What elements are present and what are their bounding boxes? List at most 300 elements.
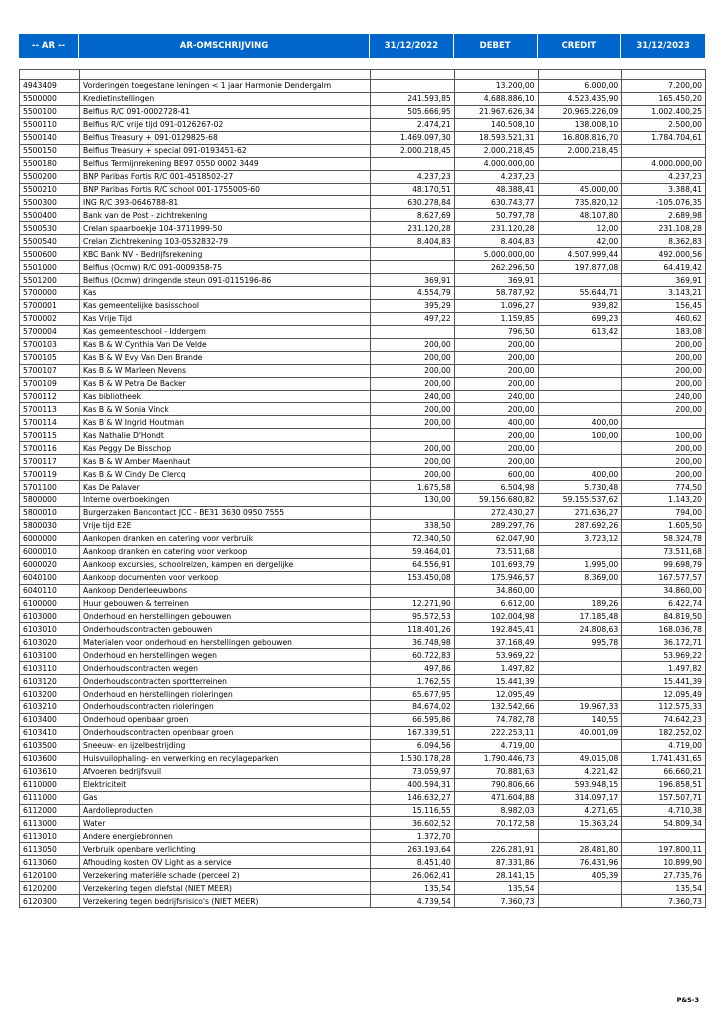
cell-ar: 5500000 bbox=[20, 92, 80, 105]
cell-ar: 6000000 bbox=[20, 532, 80, 545]
header-debet: DEBET bbox=[454, 34, 538, 58]
cell-balance-2023: -105.076,35 bbox=[622, 196, 706, 209]
cell-balance-2022: 2.474,21 bbox=[371, 118, 455, 131]
table-row bbox=[20, 442, 706, 455]
cell-ar: 6040110 bbox=[20, 584, 80, 597]
cell-debet: 4.688.886,10 bbox=[454, 92, 538, 105]
cell-description: Onderhoud en herstellingen gebouwen bbox=[80, 610, 371, 623]
table-row bbox=[20, 416, 706, 429]
cell-balance-2022: 200,00 bbox=[371, 416, 455, 429]
cell-balance-2023: 200,00 bbox=[622, 468, 706, 481]
cell-debet: 15.441,39 bbox=[454, 675, 538, 688]
cell-description: Aardolieproducten bbox=[80, 804, 371, 817]
cell-ar: 6103610 bbox=[20, 765, 80, 778]
cell-debet: 140.508,10 bbox=[454, 118, 538, 131]
table-row bbox=[20, 830, 706, 843]
table-row bbox=[20, 209, 706, 222]
cell-description: BNP Paribas Fortis R/C 001-4518502-27 bbox=[80, 170, 371, 183]
cell-ar: 6113000 bbox=[20, 817, 80, 830]
cell-balance-2023: 4.000.000,00 bbox=[622, 157, 706, 170]
cell-balance-2023: 200,00 bbox=[622, 338, 706, 351]
cell-description: Bank van de Post - zichtrekening bbox=[80, 209, 371, 222]
table-row bbox=[20, 571, 706, 584]
table-row bbox=[20, 261, 706, 274]
cell-credit: 76.431,96 bbox=[538, 856, 622, 869]
cell-balance-2023: 53.969,22 bbox=[622, 649, 706, 662]
cell-credit bbox=[538, 390, 622, 403]
cell-description: Aankoop Denderleeuwbons bbox=[80, 584, 371, 597]
cell-debet: 73.511,68 bbox=[454, 545, 538, 558]
cell-description: ING R/C 393-0646788-81 bbox=[80, 196, 371, 209]
cell-description: Kas B & W Sonia Vinck bbox=[80, 403, 371, 416]
cell-balance-2022: 59.464,01 bbox=[371, 545, 455, 558]
cell-balance-2023: 8.362,83 bbox=[622, 235, 706, 248]
cell-balance-2023: 84.819,50 bbox=[622, 610, 706, 623]
cell-ar: 6103500 bbox=[20, 739, 80, 752]
table-row bbox=[20, 856, 706, 869]
table-row bbox=[20, 312, 706, 325]
cell-debet: 200,00 bbox=[454, 429, 538, 442]
cell-debet: 70.881,63 bbox=[454, 765, 538, 778]
cell-credit: 4.271,65 bbox=[538, 804, 622, 817]
cell-balance-2023: 200,00 bbox=[622, 455, 706, 468]
cell-description: Onderhoudscontracten gebouwen bbox=[80, 623, 371, 636]
table-row bbox=[20, 506, 706, 519]
table-row bbox=[20, 804, 706, 817]
cell-credit: 400,00 bbox=[538, 468, 622, 481]
cell-description: Vorderingen toegestane leningen < 1 jaar Harmonie Dendergalm bbox=[80, 80, 371, 93]
cell-balance-2022: 60.722,83 bbox=[371, 649, 455, 662]
cell-description: Onderhoudscontracten wegen bbox=[80, 662, 371, 675]
cell-balance-2023: 231.108,28 bbox=[622, 222, 706, 235]
cell-debet: 101.693,79 bbox=[454, 558, 538, 571]
cell-ar: 5800030 bbox=[20, 519, 80, 532]
cell-balance-2023: 100,00 bbox=[622, 429, 706, 442]
cell-balance-2023: 197.800,11 bbox=[622, 843, 706, 856]
table-row bbox=[20, 144, 706, 157]
cell-debet: 200,00 bbox=[454, 403, 538, 416]
cell-description: Aankoop dranken en catering voor verkoop bbox=[80, 545, 371, 558]
cell-balance-2022: 95.572,53 bbox=[371, 610, 455, 623]
cell-balance-2022: 200,00 bbox=[371, 377, 455, 390]
cell-debet: 5.000.000,00 bbox=[454, 248, 538, 261]
cell-description: Kas B & W Cynthia Van De Velde bbox=[80, 338, 371, 351]
cell-description: Crelan spaarboekje 104-3711999-50 bbox=[80, 222, 371, 235]
cell-credit: 189,26 bbox=[538, 597, 622, 610]
cell-ar: 6113050 bbox=[20, 843, 80, 856]
cell-credit: 24.808,63 bbox=[538, 623, 622, 636]
cell-description: Gas bbox=[80, 791, 371, 804]
cell-balance-2022: 4.237,23 bbox=[371, 170, 455, 183]
table-header bbox=[19, 34, 705, 58]
cell-credit bbox=[538, 377, 622, 390]
cell-balance-2022: 240,00 bbox=[371, 390, 455, 403]
cell-balance-2022: 8.451,40 bbox=[371, 856, 455, 869]
table-row bbox=[20, 274, 706, 287]
cell-credit: 995,78 bbox=[538, 636, 622, 649]
header-ar: -- AR -- bbox=[19, 34, 79, 58]
cell-description: Kas bibliotheek bbox=[80, 390, 371, 403]
cell-description: Kas gemeentelijke basisschool bbox=[80, 299, 371, 312]
cell-balance-2023: 4.710,38 bbox=[622, 804, 706, 817]
cell-credit: 55.644,71 bbox=[538, 287, 622, 300]
cell-credit: 40.001,09 bbox=[538, 726, 622, 739]
cell-balance-2022: 395,29 bbox=[371, 299, 455, 312]
cell-balance-2022 bbox=[371, 261, 455, 274]
cell-balance-2022: 200,00 bbox=[371, 468, 455, 481]
cell-debet: 8.404,83 bbox=[454, 235, 538, 248]
cell-debet: 59.156.680,82 bbox=[454, 494, 538, 507]
cell-balance-2023: 165.450,20 bbox=[622, 92, 706, 105]
cell-ar: 5500540 bbox=[20, 235, 80, 248]
cell-balance-2022: 4.739,54 bbox=[371, 895, 455, 908]
cell-description: Crelan Zichtrekening 103-0532832-79 bbox=[80, 235, 371, 248]
cell-description: Kas Peggy De Bisschop bbox=[80, 442, 371, 455]
cell-balance-2023: 200,00 bbox=[622, 442, 706, 455]
table-row bbox=[20, 248, 706, 261]
cell-description: Burgerzaken Bancontact JCC - BE31 3630 0950 7555 bbox=[80, 506, 371, 519]
cell-balance-2022 bbox=[371, 506, 455, 519]
table-row bbox=[20, 118, 706, 131]
cell-balance-2022: 231.120,28 bbox=[371, 222, 455, 235]
table-row bbox=[20, 882, 706, 895]
table-row bbox=[20, 170, 706, 183]
cell-credit: 48.107,80 bbox=[538, 209, 622, 222]
cell-debet: 28.141,15 bbox=[454, 869, 538, 882]
table-row bbox=[20, 558, 706, 571]
table-row bbox=[20, 429, 706, 442]
cell-credit bbox=[538, 351, 622, 364]
table-row bbox=[20, 636, 706, 649]
table-row bbox=[20, 481, 706, 494]
cell-balance-2022: 8.404,83 bbox=[371, 235, 455, 248]
cell-credit: 4.523.435,90 bbox=[538, 92, 622, 105]
cell-description: Kas B & W Evy Van Den Brande bbox=[80, 351, 371, 364]
cell-balance-2023: 3.388,41 bbox=[622, 183, 706, 196]
cell-balance-2022: 6.094,56 bbox=[371, 739, 455, 752]
cell-description: Sneeuw- en ijzelbestrijding bbox=[80, 739, 371, 752]
cell-description: Kas Nathalie D'Hondt bbox=[80, 429, 371, 442]
cell-ar: 5700109 bbox=[20, 377, 80, 390]
cell-credit bbox=[538, 739, 622, 752]
cell-credit bbox=[538, 830, 622, 843]
cell-credit bbox=[538, 455, 622, 468]
table-row bbox=[20, 726, 706, 739]
cell-debet: 200,00 bbox=[454, 377, 538, 390]
cell-ar: 5700114 bbox=[20, 416, 80, 429]
header-balance-2022: 31/12/2022 bbox=[370, 34, 454, 58]
cell-balance-2023: 64.419,42 bbox=[622, 261, 706, 274]
cell-credit bbox=[538, 662, 622, 675]
cell-balance-2023: 774,50 bbox=[622, 481, 706, 494]
cell-debet: 231.120,28 bbox=[454, 222, 538, 235]
cell-credit: 939,82 bbox=[538, 299, 622, 312]
cell-credit: 138.008,10 bbox=[538, 118, 622, 131]
cell-description: Elektriciteit bbox=[80, 778, 371, 791]
cell-description: Materialen voor onderhoud en herstellingen gebouwen bbox=[80, 636, 371, 649]
cell-balance-2022: 135,54 bbox=[371, 882, 455, 895]
cell-debet: 70.172,58 bbox=[454, 817, 538, 830]
table-row bbox=[20, 455, 706, 468]
cell-balance-2022: 505.666,95 bbox=[371, 105, 455, 118]
cell-ar: 5800010 bbox=[20, 506, 80, 519]
cell-balance-2023: 58.324,78 bbox=[622, 532, 706, 545]
table-row bbox=[20, 80, 706, 93]
cell-description: Belfius (Ocmw) R/C 091-0009358-75 bbox=[80, 261, 371, 274]
cell-description: Belfius Termijnrekening BE97 0550 0002 3449 bbox=[80, 157, 371, 170]
table-row bbox=[20, 778, 706, 791]
cell-debet: 369,91 bbox=[454, 274, 538, 287]
cell-ar: 5500210 bbox=[20, 183, 80, 196]
cell-ar: 5700107 bbox=[20, 364, 80, 377]
cell-balance-2022: 200,00 bbox=[371, 442, 455, 455]
cell-debet: 37.168,49 bbox=[454, 636, 538, 649]
cell-debet: 74.782,78 bbox=[454, 713, 538, 726]
table-row bbox=[20, 610, 706, 623]
cell-ar: 5700002 bbox=[20, 312, 80, 325]
cell-ar: 6120300 bbox=[20, 895, 80, 908]
cell-balance-2022: 146.632,27 bbox=[371, 791, 455, 804]
cell-description: Huisvuilophaling- en verwerking en recylageparken bbox=[80, 752, 371, 765]
cell-balance-2022: 200,00 bbox=[371, 338, 455, 351]
cell-balance-2023: 369,91 bbox=[622, 274, 706, 287]
cell-credit: 699,23 bbox=[538, 312, 622, 325]
cell-balance-2022: 369,91 bbox=[371, 274, 455, 287]
cell-debet: 62.047,90 bbox=[454, 532, 538, 545]
cell-ar: 5500400 bbox=[20, 209, 80, 222]
cell-description: Afhouding kosten OV Light as a service bbox=[80, 856, 371, 869]
cell-balance-2022: 1.675,58 bbox=[371, 481, 455, 494]
cell-balance-2022: 4.554,79 bbox=[371, 287, 455, 300]
cell-ar: 5500150 bbox=[20, 144, 80, 157]
cell-balance-2022: 400.594,31 bbox=[371, 778, 455, 791]
accounts-table-body bbox=[20, 70, 706, 908]
cell-description: Kas B & W Petra De Backer bbox=[80, 377, 371, 390]
cell-credit bbox=[538, 545, 622, 558]
cell-description: Onderhoudscontracten sportterreinen bbox=[80, 675, 371, 688]
table-row bbox=[20, 752, 706, 765]
cell-description: Belfius (Ocmw) dringende steun 091-0115196-86 bbox=[80, 274, 371, 287]
cell-ar: 6120200 bbox=[20, 882, 80, 895]
cell-balance-2022 bbox=[371, 325, 455, 338]
cell-balance-2023: 200,00 bbox=[622, 403, 706, 416]
cell-description: Kas B & W Marleen Nevens bbox=[80, 364, 371, 377]
cell-credit bbox=[538, 274, 622, 287]
cell-ar: 6103000 bbox=[20, 610, 80, 623]
cell-balance-2022: 12.271,90 bbox=[371, 597, 455, 610]
cell-credit: 1.995,00 bbox=[538, 558, 622, 571]
cell-debet: 272.430,27 bbox=[454, 506, 538, 519]
cell-description: Aankopen dranken en catering voor verbruik bbox=[80, 532, 371, 545]
table-row bbox=[20, 403, 706, 416]
cell-credit: 49.015,08 bbox=[538, 752, 622, 765]
cell-balance-2022: 8.627,69 bbox=[371, 209, 455, 222]
cell-debet: 200,00 bbox=[454, 455, 538, 468]
table-row bbox=[20, 532, 706, 545]
table-row bbox=[20, 468, 706, 481]
cell-ar: 6103100 bbox=[20, 649, 80, 662]
cell-description: Kas B & W Cindy De Clercq bbox=[80, 468, 371, 481]
cell-balance-2023: 1.497,82 bbox=[622, 662, 706, 675]
cell-ar: 6000010 bbox=[20, 545, 80, 558]
cell-credit bbox=[538, 895, 622, 908]
cell-description: Kas B & W Amber Maenhaut bbox=[80, 455, 371, 468]
cell-debet: 192.845,41 bbox=[454, 623, 538, 636]
cell-balance-2022 bbox=[371, 429, 455, 442]
cell-balance-2022: 130,00 bbox=[371, 494, 455, 507]
cell-balance-2023: 74.642,23 bbox=[622, 713, 706, 726]
cell-ar: 5701100 bbox=[20, 481, 80, 494]
cell-ar: 5700103 bbox=[20, 338, 80, 351]
cell-balance-2023: 3.143,21 bbox=[622, 287, 706, 300]
cell-balance-2022: 153.450,08 bbox=[371, 571, 455, 584]
table-row bbox=[20, 235, 706, 248]
cell-debet: 13.200,00 bbox=[454, 80, 538, 93]
cell-description: Water bbox=[80, 817, 371, 830]
cell-balance-2023: 12.095,49 bbox=[622, 688, 706, 701]
cell-description: Interne overboekingen bbox=[80, 494, 371, 507]
cell-balance-2023: 167.577,57 bbox=[622, 571, 706, 584]
cell-balance-2022: 2.000.218,45 bbox=[371, 144, 455, 157]
cell-debet: 200,00 bbox=[454, 351, 538, 364]
cell-debet: 87.331,86 bbox=[454, 856, 538, 869]
cell-balance-2022 bbox=[371, 80, 455, 93]
cell-balance-2022: 66.595,86 bbox=[371, 713, 455, 726]
cell-credit: 100,00 bbox=[538, 429, 622, 442]
cell-credit: 19.967,33 bbox=[538, 701, 622, 714]
cell-debet: 6.504,98 bbox=[454, 481, 538, 494]
cell-credit: 5.730,48 bbox=[538, 481, 622, 494]
cell-balance-2023: 157.507,71 bbox=[622, 791, 706, 804]
cell-balance-2022 bbox=[371, 584, 455, 597]
cell-debet: 1.790.446,73 bbox=[454, 752, 538, 765]
cell-credit: 287.692,26 bbox=[538, 519, 622, 532]
blank-row bbox=[20, 70, 706, 80]
cell-balance-2023: 240,00 bbox=[622, 390, 706, 403]
cell-debet: 135,54 bbox=[454, 882, 538, 895]
cell-ar: 6103210 bbox=[20, 701, 80, 714]
cell-balance-2022 bbox=[371, 157, 455, 170]
cell-balance-2022: 200,00 bbox=[371, 403, 455, 416]
cell-ar: 5700113 bbox=[20, 403, 80, 416]
cell-ar: 5800000 bbox=[20, 494, 80, 507]
cell-debet: 21.967.626,34 bbox=[454, 105, 538, 118]
cell-ar: 5700119 bbox=[20, 468, 80, 481]
cell-debet: 796,50 bbox=[454, 325, 538, 338]
cell-debet: 4.237,23 bbox=[454, 170, 538, 183]
cell-credit: 4.507.999,44 bbox=[538, 248, 622, 261]
cell-balance-2023: 1.741.431,65 bbox=[622, 752, 706, 765]
cell-description: Huur gebouwen & terreinen bbox=[80, 597, 371, 610]
table-row bbox=[20, 584, 706, 597]
cell-ar: 5700004 bbox=[20, 325, 80, 338]
cell-balance-2023: 99.698,79 bbox=[622, 558, 706, 571]
table-row bbox=[20, 649, 706, 662]
cell-ar: 6103410 bbox=[20, 726, 80, 739]
cell-debet: 2.000.218,45 bbox=[454, 144, 538, 157]
cell-description: Belfius R/C 091-0002728-41 bbox=[80, 105, 371, 118]
table-row bbox=[20, 338, 706, 351]
cell-debet: 1.159,85 bbox=[454, 312, 538, 325]
cell-balance-2023: 36.172,71 bbox=[622, 636, 706, 649]
cell-balance-2022: 26.062,41 bbox=[371, 869, 455, 882]
cell-ar: 5500100 bbox=[20, 105, 80, 118]
cell-credit: 735.820,12 bbox=[538, 196, 622, 209]
cell-ar: 5700112 bbox=[20, 390, 80, 403]
cell-description: Belfius R/C vrije tijd 091-0126267-02 bbox=[80, 118, 371, 131]
cell-balance-2023: 460,62 bbox=[622, 312, 706, 325]
cell-balance-2023: 200,00 bbox=[622, 377, 706, 390]
cell-debet: 34.860,00 bbox=[454, 584, 538, 597]
cell-balance-2022: 15.116,55 bbox=[371, 804, 455, 817]
cell-credit: 3.723,12 bbox=[538, 532, 622, 545]
cell-ar: 5700001 bbox=[20, 299, 80, 312]
cell-debet: 226.281,91 bbox=[454, 843, 538, 856]
cell-balance-2022: 200,00 bbox=[371, 351, 455, 364]
table-row bbox=[20, 222, 706, 235]
table-row bbox=[20, 817, 706, 830]
cell-debet: 132.542,66 bbox=[454, 701, 538, 714]
cell-ar: 6103010 bbox=[20, 623, 80, 636]
cell-balance-2022: 48.170,51 bbox=[371, 183, 455, 196]
table-row bbox=[20, 287, 706, 300]
cell-description: Kas B & W Ingrid Houtman bbox=[80, 416, 371, 429]
cell-balance-2022: 73.059,97 bbox=[371, 765, 455, 778]
cell-balance-2023: 27.735,76 bbox=[622, 869, 706, 882]
table-row bbox=[20, 351, 706, 364]
cell-credit: 16.808.816,70 bbox=[538, 131, 622, 144]
cell-description: Kredietinstellingen bbox=[80, 92, 371, 105]
cell-balance-2022: 630.278,84 bbox=[371, 196, 455, 209]
cell-debet: 790.806,66 bbox=[454, 778, 538, 791]
cell-balance-2023: 182.252,02 bbox=[622, 726, 706, 739]
page-number: P&S-3 bbox=[676, 996, 699, 1004]
table-row bbox=[20, 157, 706, 170]
cell-credit: 405,39 bbox=[538, 869, 622, 882]
cell-credit bbox=[538, 584, 622, 597]
cell-credit bbox=[538, 442, 622, 455]
cell-debet: 200,00 bbox=[454, 338, 538, 351]
cell-description: Verzekering tegen bedrijfsrisico's (NIET MEER) bbox=[80, 895, 371, 908]
cell-balance-2022: 497,86 bbox=[371, 662, 455, 675]
table-row bbox=[20, 895, 706, 908]
cell-credit bbox=[538, 688, 622, 701]
cell-balance-2022: 1.469.097,30 bbox=[371, 131, 455, 144]
cell-balance-2023: 7.200,00 bbox=[622, 80, 706, 93]
cell-description: Onderhoudscontracten openbaar groen bbox=[80, 726, 371, 739]
cell-ar: 6103120 bbox=[20, 675, 80, 688]
cell-balance-2023: 2.500,00 bbox=[622, 118, 706, 131]
cell-balance-2022: 167.339,51 bbox=[371, 726, 455, 739]
cell-credit bbox=[538, 364, 622, 377]
cell-balance-2022: 36.748,98 bbox=[371, 636, 455, 649]
cell-description: Belfius Treasury + special 091-0193451-62 bbox=[80, 144, 371, 157]
cell-balance-2023: 7.360,73 bbox=[622, 895, 706, 908]
table-row bbox=[20, 196, 706, 209]
table-row bbox=[20, 739, 706, 752]
cell-credit: 42,00 bbox=[538, 235, 622, 248]
header-credit: CREDIT bbox=[538, 34, 622, 58]
cell-debet: 1.497,82 bbox=[454, 662, 538, 675]
cell-ar: 6113010 bbox=[20, 830, 80, 843]
cell-ar: 6120100 bbox=[20, 869, 80, 882]
cell-balance-2022: 241.593,85 bbox=[371, 92, 455, 105]
cell-balance-2023: 200,00 bbox=[622, 351, 706, 364]
cell-balance-2023 bbox=[622, 144, 706, 157]
cell-debet: 222.253,11 bbox=[454, 726, 538, 739]
cell-credit bbox=[538, 403, 622, 416]
cell-description: Onderhoud en herstellingen wegen bbox=[80, 649, 371, 662]
